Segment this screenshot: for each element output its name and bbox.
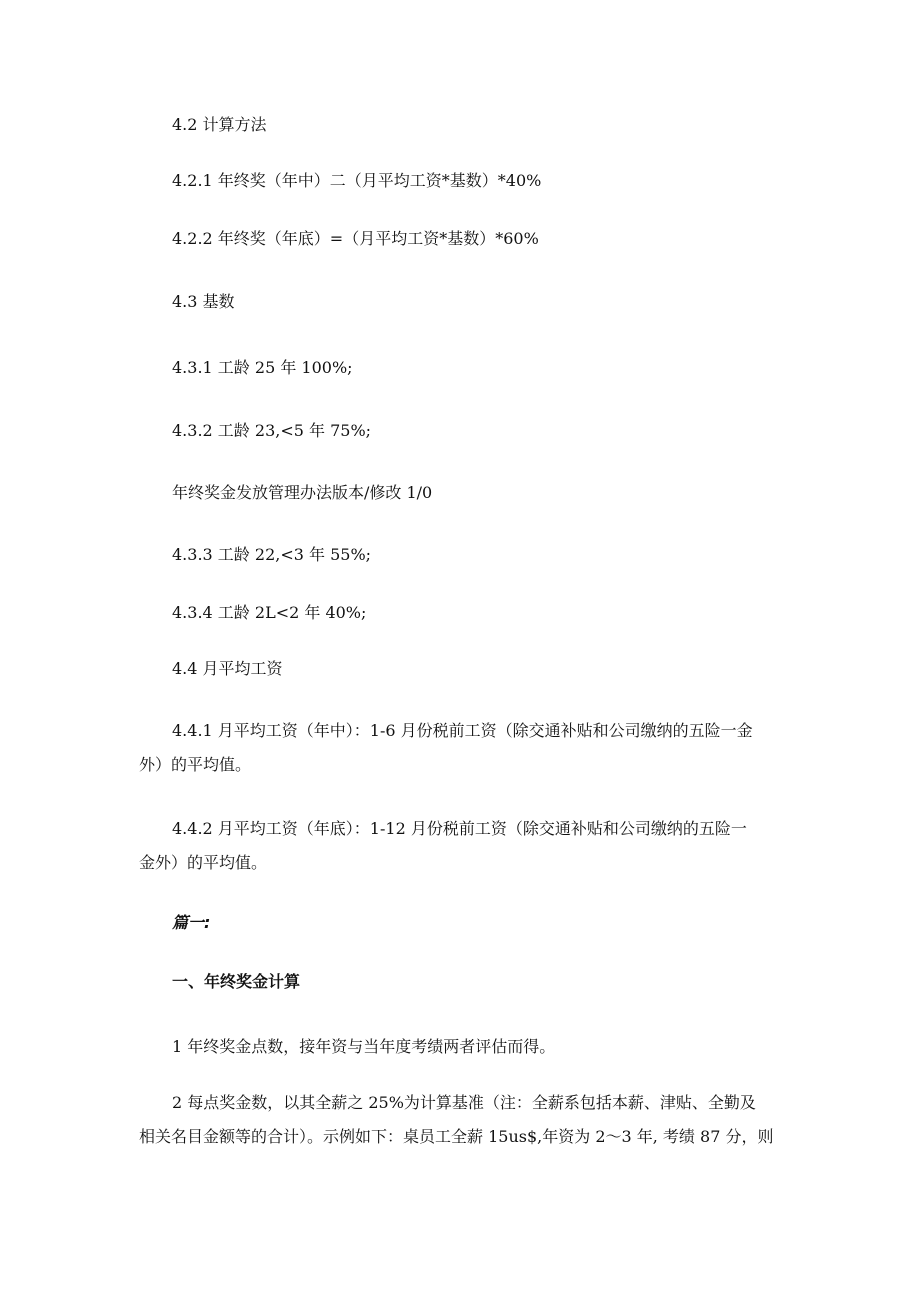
item-4-4-2-line2: 金外）的平均值。 — [139, 853, 268, 872]
item-4-4-2-line1: 4.4.2 月平均工资（年底）：1-12 月份税前工资（除交通补贴和公司缴纳的五险一 — [172, 819, 747, 838]
section-heading-bonus-calculation: 一、年终奖金计算 — [172, 972, 301, 991]
item-4-4-1 — [139, 714, 787, 782]
bonus-item-2-line1: 2 每点奖金数，以其全薪之 25%为计算基准（注：全薪系包括本薪、津贴、全勤及 — [172, 1093, 756, 1112]
item-4-3-3: 4.3.3 工龄 22,<3 年 55%; — [172, 545, 372, 564]
item-4-4-1-line1: 4.4.1 月平均工资（年中）：1-6 月份税前工资（除交通补贴和公司缴纳的五险一金 — [172, 721, 753, 740]
formula-4-2-1: 4.2.1 年终奖（年中）二（月平均工资*基数）*40% — [172, 171, 542, 190]
item-4-3-1: 4.3.1 工龄 25 年 100%; — [172, 358, 353, 377]
item-4-4-2 — [139, 812, 787, 880]
item-4-3-4: 4.3.4 工龄 2L<2 年 40%; — [172, 603, 367, 622]
section-heading-4-2: 4.2 计算方法 — [172, 115, 267, 134]
section-heading-4-3: 4.3 基数 — [172, 292, 235, 311]
item-4-3-2: 4.3.2 工龄 23,<5 年 75%; — [172, 421, 372, 440]
bonus-item-1: 1 年终奖金点数，接年资与当年度考绩两者评估而得。 — [172, 1037, 556, 1056]
formula-4-2-2: 4.2.2 年终奖（年底）=（月平均工资*基数）*60% — [172, 229, 539, 248]
bonus-item-2-line2: 相关名目金额等的合计）。示例如下：桌员工全薪 15us$,年资为 2〜3 年, 考绩 87 分，则 — [139, 1127, 774, 1146]
section-heading-4-4: 4.4 月平均工资 — [172, 659, 283, 678]
item-4-4-1-line2: 外）的平均值。 — [139, 755, 252, 774]
bonus-item-2 — [139, 1086, 787, 1154]
running-header-text: 年终奖金发放管理办法版本/修改 1/0 — [172, 483, 433, 502]
article-title: 篇一: — [172, 913, 211, 932]
